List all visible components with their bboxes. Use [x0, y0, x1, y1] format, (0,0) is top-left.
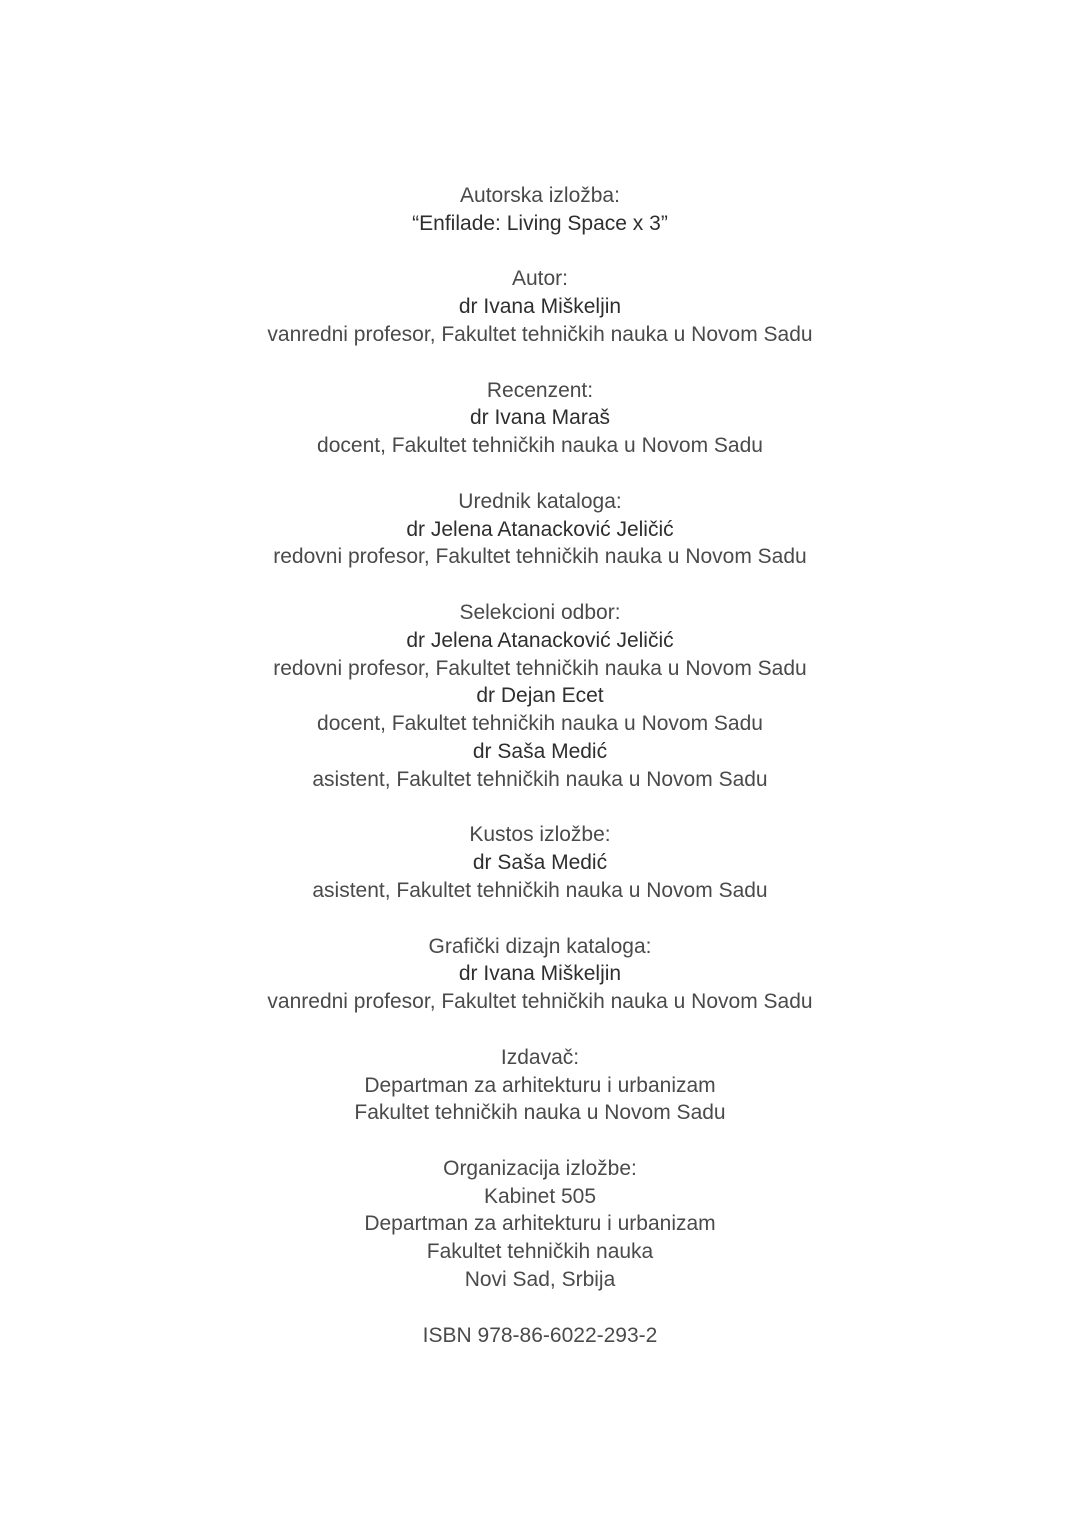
graphic-design-heading: Grafički dizajn kataloga:	[428, 934, 652, 958]
author-name: dr Ivana Miškeljin	[458, 295, 622, 319]
exhibition-title: “Enfilade: Living Space x 3”	[412, 211, 668, 235]
curator-section	[0, 821, 1080, 904]
reviewer-name: dr Ivana Maraš	[469, 406, 611, 430]
organization-line: Fakultet tehničkih nauka	[426, 1240, 654, 1264]
curator-role: asistent, Fakultet tehničkih nauka u Novom Sadu	[312, 878, 768, 902]
section-gap	[0, 1127, 1080, 1155]
publisher-line: Departman za arhitekturu i urbanizam	[364, 1073, 716, 1097]
catalog-editor-section	[0, 488, 1080, 571]
curator-name: dr Saša Medić	[472, 851, 608, 875]
author-heading: Autor:	[511, 267, 569, 291]
author-section	[0, 265, 1080, 348]
graphic-design-role: vanredni profesor, Fakultet tehničkih nauka u Novom Sadu	[267, 990, 813, 1014]
reviewer-role: docent, Fakultet tehničkih nauka u Novom Sadu	[317, 434, 763, 458]
catalog-editor-heading: Urednik kataloga:	[458, 489, 622, 513]
committee-member-name: dr Dejan Ecet	[476, 684, 604, 708]
section-gap	[0, 349, 1080, 377]
organization-section	[0, 1155, 1080, 1294]
section-gap	[0, 238, 1080, 266]
publisher-line: Fakultet tehničkih nauka u Novom Sadu	[354, 1101, 726, 1125]
section-gap	[0, 794, 1080, 822]
section-gap	[0, 1294, 1080, 1322]
catalog-editor-name: dr Jelena Atanacković Jeličić	[406, 517, 674, 541]
section-gap	[0, 571, 1080, 599]
committee-member-role: docent, Fakultet tehničkih nauka u Novom Sadu	[317, 712, 763, 736]
colophon	[0, 182, 1080, 1349]
selection-committee-section	[0, 599, 1080, 794]
publisher-section	[0, 1044, 1080, 1127]
reviewer-heading: Recenzent:	[486, 378, 594, 402]
organization-heading: Organizacija izložbe:	[443, 1156, 637, 1180]
exhibition-section	[0, 182, 1080, 238]
section-gap	[0, 905, 1080, 933]
section-gap	[0, 1016, 1080, 1044]
reviewer-section	[0, 377, 1080, 460]
author-role: vanredni profesor, Fakultet tehničkih nauka u Novom Sadu	[267, 322, 813, 346]
committee-member-role: asistent, Fakultet tehničkih nauka u Novom Sadu	[312, 767, 768, 791]
isbn: ISBN 978-86-6022-293-2	[422, 1323, 658, 1347]
organization-line: Novi Sad, Srbija	[464, 1268, 616, 1292]
catalog-editor-role: redovni profesor, Fakultet tehničkih nauka u Novom Sadu	[273, 545, 807, 569]
exhibition-heading: Autorska izložba:	[460, 184, 620, 207]
committee-member-name: dr Jelena Atanacković Jeličić	[406, 628, 674, 652]
graphic-design-name: dr Ivana Miškeljin	[458, 962, 622, 986]
graphic-design-section	[0, 933, 1080, 1016]
section-gap	[0, 460, 1080, 488]
selection-committee-heading: Selekcioni odbor:	[459, 600, 621, 624]
organization-line: Departman za arhitekturu i urbanizam	[364, 1212, 716, 1236]
committee-member-role: redovni profesor, Fakultet tehničkih nauka u Novom Sadu	[273, 656, 807, 680]
curator-heading: Kustos izložbe:	[469, 823, 611, 847]
committee-member-name: dr Saša Medić	[472, 739, 608, 763]
organization-line: Kabinet 505	[483, 1184, 597, 1208]
publisher-heading: Izdavač:	[500, 1045, 580, 1069]
